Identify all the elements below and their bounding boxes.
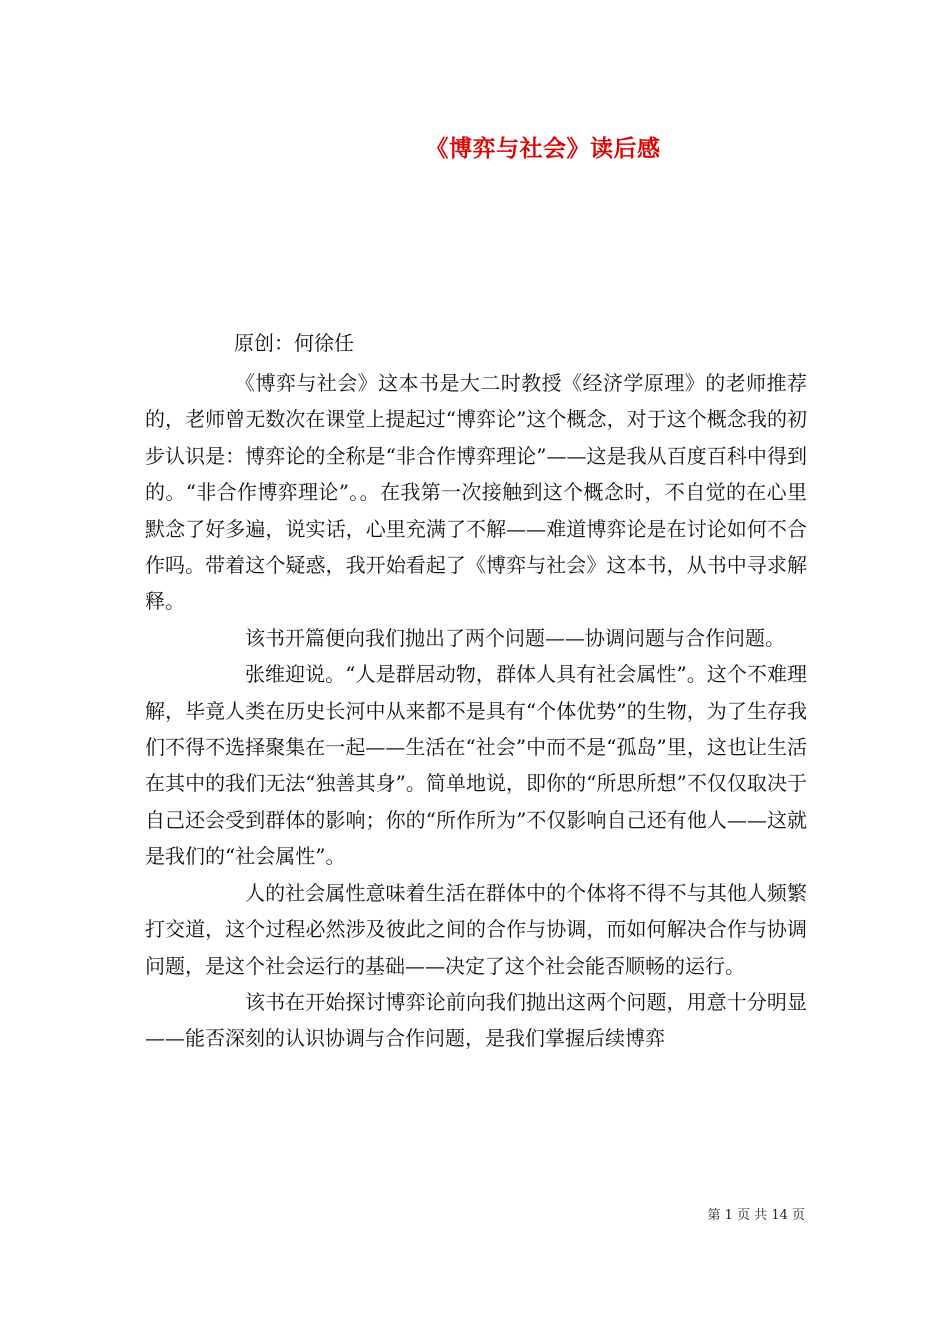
paragraph: 《博弈与社会》这本书是大二时教授《经济学原理》的老师推荐的，老师曾无数次在课堂上提起过“博弈论”这个概念，对于这个概念我的初步认识是：博弈论的全称是“非合作博弈理论”——这是我从百度百科中得到的。“非合作博弈理论”。。在我第一次接触到这个概念时，不自觉的在心里默念了好多遍，说实话，心里充满了不解——难道博弈论是在讨论如何不合作吗。带着这个疑惑，我开始看起了《博弈与社会》这本书，从书中寻求解释。 <box>145 371 807 614</box>
paragraph: 张维迎说。“人是群居动物，群体人具有社会属性”。这个不难理解，毕竟人类在历史长河中从来都不是具有“个体优势”的生物，为了生存我们不得不选择聚集在一起——生活在“社会”中而不是“孤岛”里，这也让生活在其中的我们无法“独善其身”。简单地说，即你的“所思所想”不仅仅取决于自己还会受到群体的影响；你的“所作所为”不仅影响自己还有他人——这就是我们的“社会属性”。 <box>145 662 807 869</box>
page-footer: 第 1 页 共 14 页 <box>707 1208 805 1223</box>
paragraph: 该书在开始探讨博弈论前向我们抛出这两个问题，用意十分明显——能否深刻的认识协调与合作问题，是我们掌握后续博弈 <box>145 989 807 1051</box>
paragraph: 人的社会属性意味着生活在群体中的个体将不得不与其他人频繁打交道，这个过程必然涉及彼此之间的合作与协调，而如何解决合作与协调问题，是这个社会运行的基础——决定了这个社会能否顺畅的运行。 <box>145 880 807 978</box>
document-title: 《博弈与社会》读后感 <box>425 135 661 162</box>
document-body <box>145 365 807 1057</box>
author-line: 原创：何徐任 <box>234 331 354 355</box>
paragraph: 该书开篇便向我们抛出了两个问题——协调问题与合作问题。 <box>245 625 785 650</box>
